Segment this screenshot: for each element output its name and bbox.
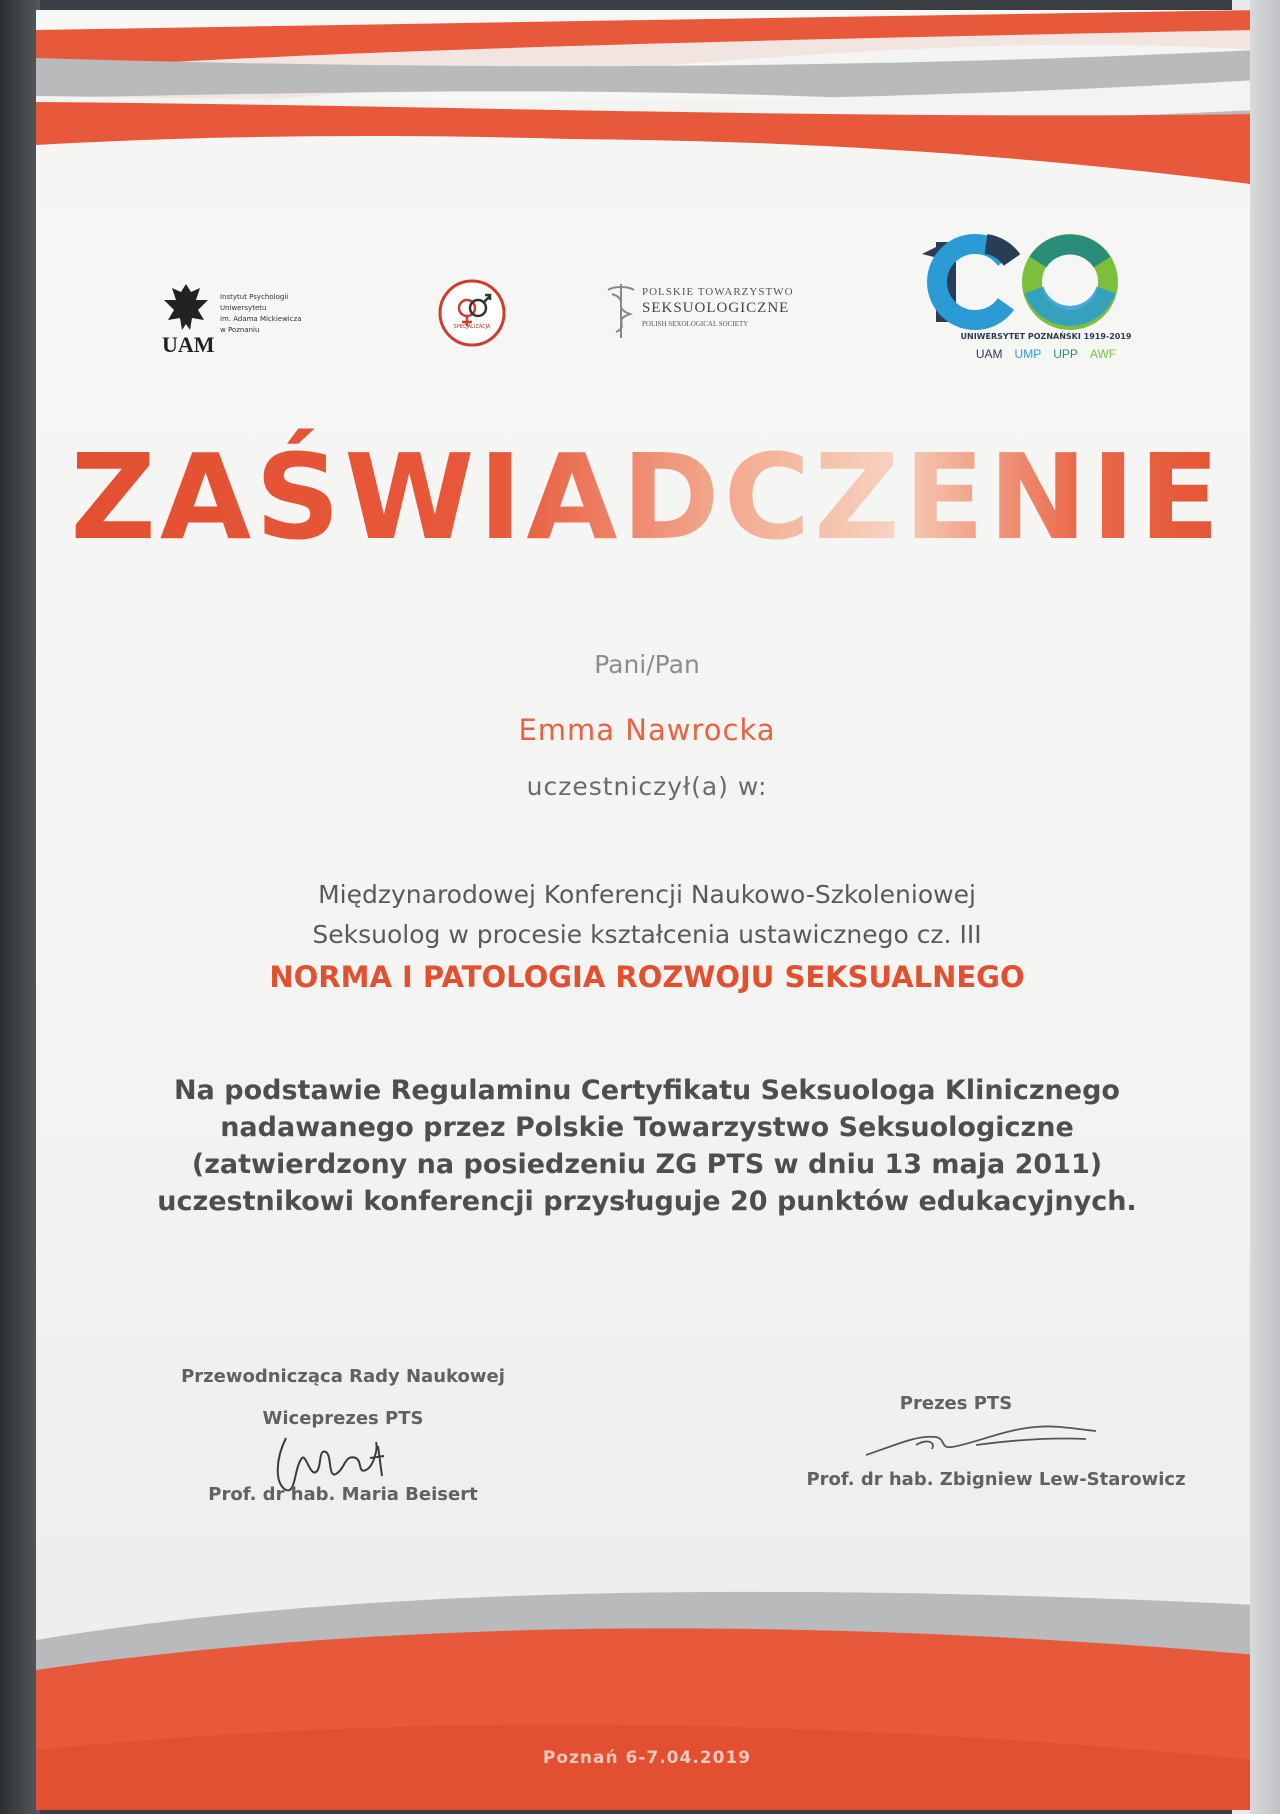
recipient-name: Emma Nawrocka: [518, 713, 776, 747]
conference-line-1: Międzynarodowej Konferencji Naukowo-Szkoleniowej: [318, 880, 976, 909]
centenary-logo: [916, 230, 1146, 380]
background-left: [0, 0, 40, 1814]
specialization-badge: [424, 268, 520, 364]
centenary-caption: UNIWERSYTET POZNAŃSKI 1919-2019: [960, 332, 1132, 341]
centenary-unit-ump: UMP: [1014, 347, 1042, 361]
participation-text: uczestniczył(a) w:: [526, 772, 768, 801]
pts-line-2: SEKSUOLOGICZNE: [642, 300, 790, 316]
right-handwritten-signature: [856, 1415, 1116, 1465]
place-and-date: Poznań 6-7.04.2019: [542, 1748, 752, 1768]
right-signer-name: Prof. dr hab. Zbigniew Lew-Starowicz: [806, 1469, 1186, 1490]
certificate-title: ZAŚWIADCZENIE: [36, 428, 1258, 566]
left-signer-role-2: Wiceprezes PTS: [262, 1408, 424, 1429]
regulation-line-3: (zatwierdzony na posiedzeniu ZG PTS w dniu 13 maja 2011): [191, 1149, 1103, 1180]
centenary-100-mark: [916, 230, 1146, 340]
uam-line-4: w Poznaniu: [220, 326, 260, 334]
uam-logo: [156, 278, 356, 358]
background-right: [1250, 0, 1280, 1814]
salutation: Pani/Pan: [594, 650, 700, 679]
gender-symbols-icon: [437, 278, 507, 348]
uam-line-2: Uniwersytetu: [220, 304, 267, 312]
centenary-unit-upp: UPP: [1053, 347, 1078, 361]
pts-line-1: POLSKIE TOWARZYSTWO: [642, 286, 794, 298]
regulation-line-2: nadawanego przez Polskie Towarzystwo Seksuologiczne: [220, 1112, 1074, 1143]
pts-logo: [606, 276, 856, 356]
uam-line-1: Instytut Psychologii: [220, 293, 289, 301]
right-signer-role: Prezes PTS: [899, 1393, 1013, 1414]
left-signer-role-1: Przewodnicząca Rady Naukowej: [181, 1366, 505, 1387]
left-signer-name: Prof. dr hab. Maria Beisert: [208, 1484, 478, 1505]
uam-line-3: im. Adama Mickiewicza: [220, 315, 302, 323]
conference-theme: NORMA I PATOLOGIA ROZWOJU SEKSUALNEGO: [269, 960, 1025, 994]
spec-badge-text: SPECJALIZACJA: [453, 324, 491, 330]
regulation-line-1: Na podstawie Regulaminu Certyfikatu Seksuologa Klinicznego: [174, 1075, 1120, 1106]
bottom-decorative-wave: [36, 1560, 1258, 1810]
centenary-unit-uam: UAM: [975, 347, 1003, 361]
uam-mark: UAM: [162, 332, 215, 357]
regulation-paragraph: [36, 1072, 1258, 1220]
conference-line-2: Seksuolog w procesie kształcenia ustawicznego cz. III: [312, 920, 982, 949]
pts-line-3: POLISH SEXOLOGICAL SOCIETY: [642, 320, 749, 328]
certificate-document: [36, 10, 1258, 1810]
regulation-line-4: uczestnikowi konferencji przysługuje 20 punktów edukacyjnych.: [157, 1186, 1137, 1217]
caduceus-icon: [606, 280, 636, 340]
top-decorative-wave: [36, 10, 1258, 210]
centenary-unit-awf: AWF: [1089, 347, 1117, 361]
